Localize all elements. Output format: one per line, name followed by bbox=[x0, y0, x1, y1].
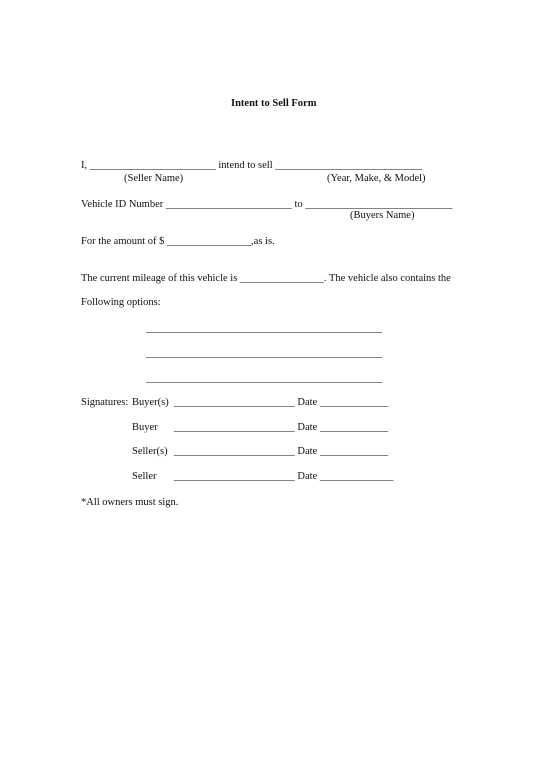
footnote: *All owners must sign. bbox=[81, 497, 179, 508]
seller-vehicle-line: I, ________________________ intend to sell ____________________________ bbox=[81, 160, 423, 171]
seller-name-caption: (Seller Name) bbox=[124, 173, 184, 184]
signature-role: Seller(s) bbox=[132, 446, 168, 457]
buyer-name-caption: (Buyers Name) bbox=[350, 210, 415, 221]
signature-role: Seller bbox=[132, 471, 157, 482]
option-line: _____________________________________________ bbox=[146, 373, 383, 384]
signature-line: _______________________ Date _____________ bbox=[174, 397, 389, 408]
mileage-line: The current mileage of this vehicle is ________________. The vehicle also contains the bbox=[81, 273, 451, 284]
options-label: Following options: bbox=[81, 297, 161, 308]
vehicle-caption: (Year, Make, & Model) bbox=[327, 173, 426, 184]
signature-role: Buyer(s) bbox=[132, 397, 169, 408]
signature-line: _______________________ Date _____________ bbox=[174, 422, 389, 433]
signature-role: Buyer bbox=[132, 422, 158, 433]
option-line: _____________________________________________ bbox=[146, 348, 383, 359]
signature-line: _______________________ Date ______________ bbox=[174, 471, 394, 482]
amount-line: For the amount of $ ________________,as is. bbox=[81, 236, 275, 247]
option-line: _____________________________________________ bbox=[146, 323, 383, 334]
vehicle-id-line: Vehicle ID Number ________________________ to ____________________________ bbox=[81, 199, 453, 210]
signatures-label: Signatures: bbox=[81, 397, 129, 408]
signature-line: _______________________ Date _____________ bbox=[174, 446, 389, 457]
form-title: Intent to Sell Form bbox=[231, 98, 317, 109]
